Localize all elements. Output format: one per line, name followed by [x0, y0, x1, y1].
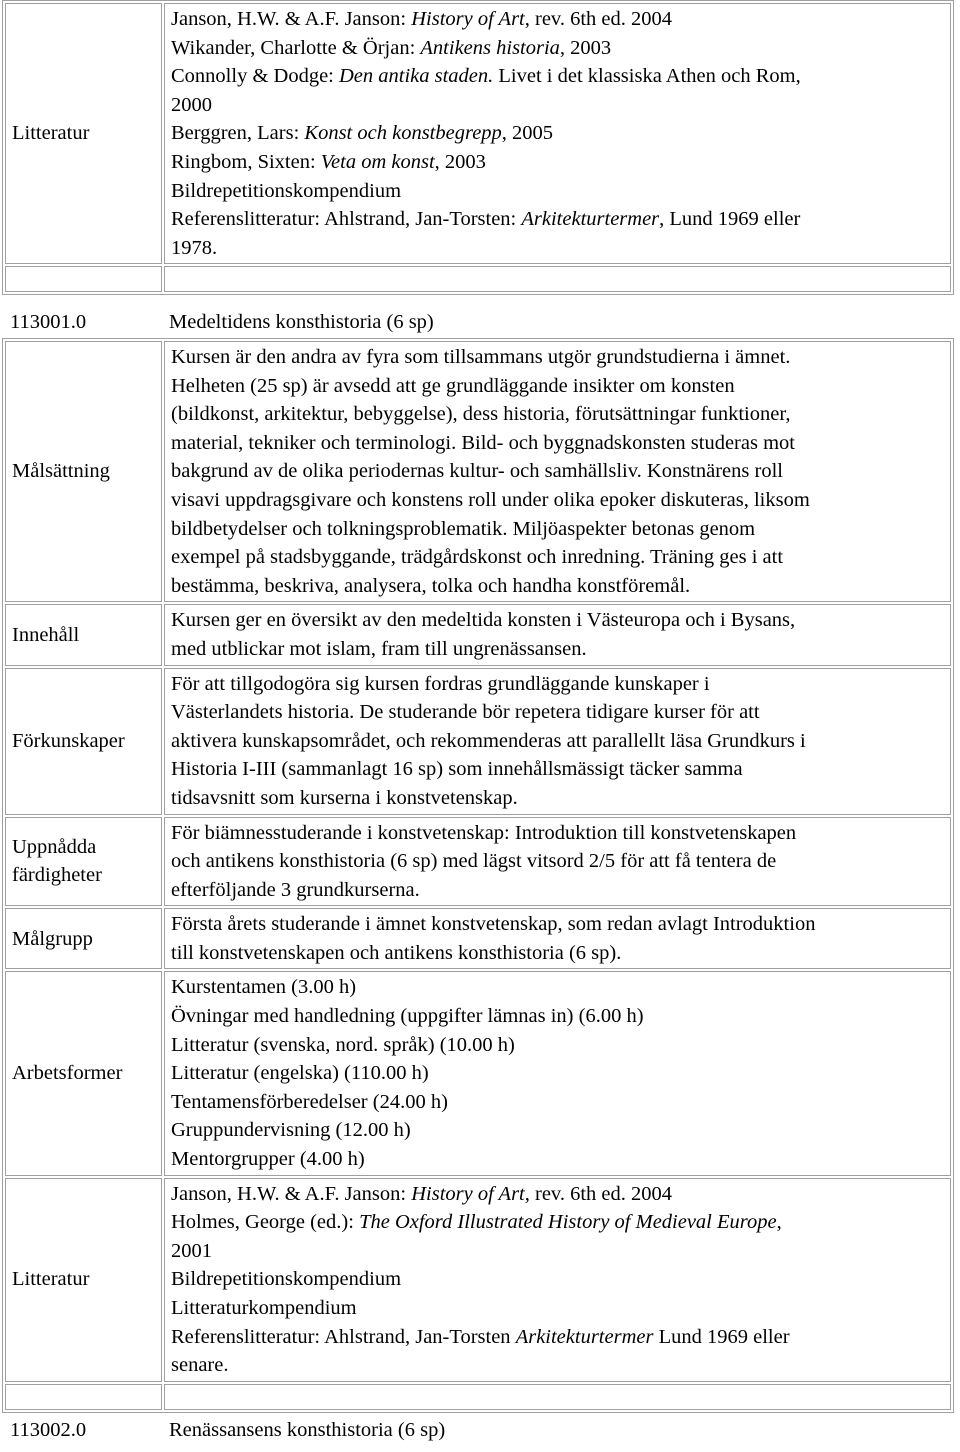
- empty-row: [5, 1384, 951, 1410]
- arbetsformer-list: [164, 971, 951, 1175]
- empty-row: [5, 266, 951, 292]
- ref-line: 1978.: [171, 236, 218, 259]
- label-line: Uppnådda: [12, 835, 97, 858]
- text-line: bildbetydelser och tolkningsproblematik. Miljöaspekter betonas genom: [171, 517, 756, 540]
- text-line: Historia I-III (sammanlagt 16 sp) som innehållsmässigt täcker samma: [171, 758, 743, 781]
- innehall-text: [164, 604, 951, 665]
- ref-line: Connolly & Dodge: Den antika staden. Livet i det klassiska Athen och Rom,: [171, 65, 801, 88]
- text-line: visavi uppdragsgivare och konstens roll under olika epoker diskuteras, liksom: [171, 488, 810, 511]
- ref-line: Bildrepetitionskompendium: [171, 1268, 402, 1291]
- litteratur-row: [5, 1178, 951, 1382]
- text-line: och antikens konsthistoria (6 sp) med lägst vitsord 2/5 för att få tentera de: [171, 850, 777, 873]
- text-line: bestämma, beskriva, analysera, tolka och handha konstföremål.: [171, 574, 691, 597]
- forkunskaper-row: [5, 668, 951, 815]
- text-line: efterföljande 3 grundkurserna.: [171, 878, 420, 901]
- course-code: 113002.0: [10, 1419, 87, 1441]
- row-label-litteratur: Litteratur: [5, 3, 162, 264]
- text-line: Första årets studerande i ämnet konstvetenskap, som redan avlagt Introduktion: [171, 913, 816, 936]
- empty-cell: [164, 266, 951, 292]
- label-line: färdigheter: [12, 864, 102, 887]
- malgrupp-row: [5, 908, 951, 969]
- previous-course-table: [2, 0, 954, 295]
- uppnadda-text: [164, 817, 951, 907]
- list-item: Litteratur (svenska, nord. språk) (10.00 h): [171, 1033, 515, 1056]
- ref-line: Referenslitteratur: Ahlstrand, Jan-Torsten: Arkitekturtermer, Lund 1969 eller: [171, 208, 801, 231]
- ref-line: Holmes, George (ed.): The Oxford Illustrated History of Medieval Europe,: [171, 1211, 782, 1234]
- text-line: bakgrund av de olika periodernas kultur- och samhällsliv. Konstnärens roll: [171, 460, 783, 483]
- row-label-malsattning: Målsättning: [5, 341, 162, 602]
- litteratur-list: [164, 1178, 951, 1382]
- row-label-malgrupp: Målgrupp: [5, 908, 162, 969]
- course-title: Medeltidens konsthistoria (6 sp): [169, 311, 434, 333]
- ref-line: Ringbom, Sixten: Veta om konst, 2003: [171, 150, 486, 173]
- ref-line: Janson, H.W. & A.F. Janson: History of Art, rev. 6th ed. 2004: [171, 8, 673, 30]
- ref-line: 2001: [171, 1239, 212, 1262]
- innehall-row: [5, 604, 951, 665]
- text-line: exempel på stadsbyggande, trädgårdskonst och inredning. Träning ges i att: [171, 546, 784, 569]
- malsattning-text: [164, 341, 951, 602]
- forkunskaper-text: [164, 668, 951, 815]
- malgrupp-text: [164, 908, 951, 969]
- text-line: material, tekniker och terminologi. Bild- och byggnadskonsten studeras mot: [171, 431, 795, 454]
- row-label-litteratur: Litteratur: [5, 1178, 162, 1382]
- list-item: Litteratur (engelska) (110.00 h): [171, 1062, 429, 1085]
- litteratur-row: [5, 3, 951, 264]
- text-line: För biämnesstuderande i konstvetenskap: Introduktion till konstvetenskapen: [171, 821, 797, 844]
- course-table: [2, 338, 954, 1413]
- empty-cell: [164, 1384, 951, 1410]
- course-heading: [10, 1416, 445, 1445]
- course-title: Renässansens konsthistoria (6 sp): [169, 1419, 446, 1441]
- list-item: Kurstentamen (3.00 h): [171, 976, 357, 999]
- list-item: Övningar med handledning (uppgifter lämnas in) (6.00 h): [171, 1005, 644, 1028]
- text-line: Kursen ger en översikt av den medeltida konsten i Västeuropa och i Bysans,: [171, 609, 796, 632]
- uppnadda-row: [5, 817, 951, 907]
- ref-line: Janson, H.W. & A.F. Janson: History of Art, rev. 6th ed. 2004: [171, 1182, 673, 1205]
- text-line: Kursen är den andra av fyra som tillsammans utgör grundstudierna i ämnet.: [171, 346, 791, 368]
- ref-line: Litteraturkompendium: [171, 1297, 357, 1319]
- litteratur-list: [164, 3, 951, 264]
- ref-line: senare.: [171, 1354, 229, 1377]
- empty-cell: [5, 266, 162, 292]
- text-line: (bildkonst, arkitektur, bebyggelse), dess historia, förutsättningar funktioner,: [171, 403, 791, 426]
- ref-line: 2000: [171, 93, 212, 116]
- text-line: Västerlandets historia. De studerande bör repetera tidigare kurser för att: [171, 701, 760, 724]
- row-label-uppnadda: [5, 817, 162, 907]
- text-line: med utblickar mot islam, fram till ungrenässansen.: [171, 637, 587, 660]
- text-line: För att tillgodogöra sig kursen fordras grundläggande kunskaper i: [171, 672, 710, 695]
- text-line: aktivera kunskapsområdet, och rekommenderas att parallellt läsa Grundkurs i: [171, 729, 806, 752]
- ref-line: Wikander, Charlotte & Örjan: Antikens historia, 2003: [171, 36, 612, 59]
- text-line: Helheten (25 sp) är avsedd att ge grundläggande insikter om konsten: [171, 374, 735, 397]
- list-item: Mentorgrupper (4.00 h): [171, 1148, 365, 1171]
- empty-cell: [5, 1384, 162, 1410]
- row-label-innehall: Innehåll: [5, 604, 162, 665]
- ref-line: Bildrepetitionskompendium: [171, 179, 402, 202]
- text-line: till konstvetenskapen och antikens konsthistoria (6 sp).: [171, 941, 622, 964]
- list-item: Tentamensförberedelser (24.00 h): [171, 1090, 448, 1113]
- malsattning-row: [5, 341, 951, 602]
- row-label-arbetsformer: Arbetsformer: [5, 971, 162, 1175]
- arbetsformer-row: [5, 971, 951, 1175]
- row-label-forkunskaper: Förkunskaper: [5, 668, 162, 815]
- course-heading: [10, 308, 434, 337]
- ref-line: Referenslitteratur: Ahlstrand, Jan-Torsten Arkitekturtermer Lund 1969 eller: [171, 1325, 790, 1348]
- list-item: Gruppundervisning (12.00 h): [171, 1119, 411, 1142]
- text-line: tidsavsnitt som kurserna i konstvetenskap.: [171, 786, 518, 809]
- course-code: 113001.0: [10, 311, 87, 333]
- ref-line: Berggren, Lars: Konst och konstbegrepp, 2005: [171, 122, 554, 145]
